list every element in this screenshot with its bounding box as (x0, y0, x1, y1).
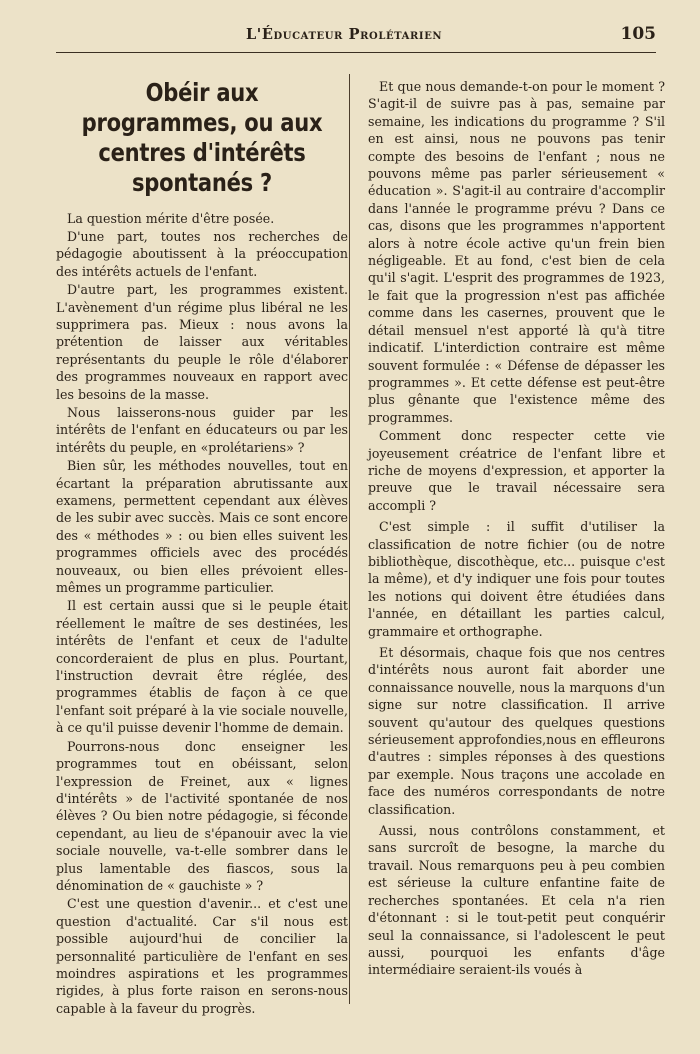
paragraph: Et que nous demande-t-on pour le moment ? S'agit-il de suivre pas à pas, semaine par semaine, les indications du programme ? S'il en est ainsi, nous ne pouvons pas tenir compte des besoins de l'enfant ; nous ne pouvons même pas parler sérieusement « éducation ». S'agit-il au contraire d'accomplir dans l'année le programme prévu ? Dans ce cas, disons que les programmes n'apportent alors à notre école active qu'un frein bien négligeable. Et au fond, c'est bien de cela qu'il s'agit. L'esprit des programmes de 1923, le fait que la progression n'est pas affichée comme dans les casernes, prouvent que le détail mensuel n'est apporté là qu'à titre indicatif. L'interdiction contraire est même souvent formulée : « Défense de dépasser les programmes ». Et cette défense est peut-être plus gênante que l'existence même des programmes. (368, 79, 665, 425)
paragraph: Nous laisserons-nous guider par les intérêts de l'enfant en éducateurs ou par les intérêts du peuple, en «prolétariens» ? (56, 404, 348, 455)
paragraph: D'une part, toutes nos recherches de pédagogie aboutissent à la préoccupation des intérêts actuels de l'enfant. (56, 228, 348, 279)
page-number: 105 (620, 24, 656, 44)
paragraph: La question mérite d'être posée. (67, 210, 275, 226)
left-column (56, 78, 348, 1017)
right-column (368, 78, 665, 979)
running-header (56, 18, 656, 53)
paragraph: C'est simple : il suffit d'utiliser la classification de notre fichier (ou de notre bibliothèque, discothèque, etc... puisque c'est la même), et d'y indiquer une fois pour toutes les notions qui doivent être étudiées dans l'année, en détaillant les parties calcul, grammaire et orthographe. (368, 519, 665, 639)
paragraph: Comment donc respecter cette vie joyeusement créatrice de l'enfant libre et riche de moyens d'expression, et apporter la preuve que le travail nécessaire sera accompli ? (368, 428, 665, 513)
paragraph: C'est une question d'avenir... et c'est une question d'actualité. Car s'il nous est possible aujourd'hui de concilier la personnalité particulière de l'enfant en ses moindres aspirations et les programmes rigides, à plus forte raison en serons-nous capable à la faveur du progrès. (56, 896, 348, 1016)
running-title: L'Éducateur Prolétarien (246, 26, 443, 43)
paragraph: Bien sûr, les méthodes nouvelles, tout en écartant la préparation abrutissante aux examens, permettent cependant aux élèves de les subir avec succès. Mais ce sont encore des « méthodes » : ou bien elles suivent les programmes officiels avec des procédés nouveaux, ou bien elles prévoient elles-mêmes un programme particulier. (56, 458, 348, 596)
paragraph: Aussi, nous contrôlons constamment, et sans surcroît de besogne, la marche du travail. Nous remarquons peu à peu combien est sérieuse la culture enfantine faite de recherches spontanées. Et cela n'a rien d'étonnant : si le tout-petit peut conquérir seul la connaissance, si l'adolescent le peut aussi, pourquoi les enfants d'âge intermédiaire seraient-ils voués à (368, 823, 665, 978)
paragraph: D'autre part, les programmes existent. L'avènement d'un régime plus libéral ne les supprimera pas. Mieux : nous avons la prétention de laisser aux véritables représentants du peuple le rôle d'élaborer des programmes nouveaux en rapport avec les besoins de la masse. (56, 282, 348, 402)
paragraph: Et désormais, chaque fois que nos centres d'intérêts nous auront fait aborder une connaissance nouvelle, nous la marquons d'un signe sur notre classification. Il arrive souvent qu'autour des quelques questions sérieusement approfondies,nous en effleurons d'autres : simples réponses à des questions par exemple. Nous traçons une accolade en face des numéros correspondants de notre classification. (368, 645, 665, 817)
column-divider (349, 74, 350, 1004)
paragraph: Il est certain aussi que si le peuple était réellement le maître de ses destinées, les intérêts de l'enfant et ceux de l'adulte concorderaient de plus en plus. Pourtant, l'instruction devrait être réglée, des programmes établis de façon à ce que l'enfant soit préparé à la vie sociale nouvelle, à ce qu'il puisse devenir l'homme de demain. (56, 598, 348, 736)
paragraph: Pourrons-nous donc enseigner les programmes tout en obéissant, selon l'expression de Freinet, aux « lignes d'intérêts » de l'activité spontanée de nos élèves ? Ou bien notre pédagogie, si féconde cependant, au lieu de s'épanouir avec la vie sociale nouvelle, va-t-elle sombrer dans le plus lamentable des fiascos, sous la dénomination de « gauchiste » ? (56, 738, 348, 893)
article-title: Obéir aux programmes, ou aux centres d'intérêts spontanés ? (81, 78, 323, 198)
